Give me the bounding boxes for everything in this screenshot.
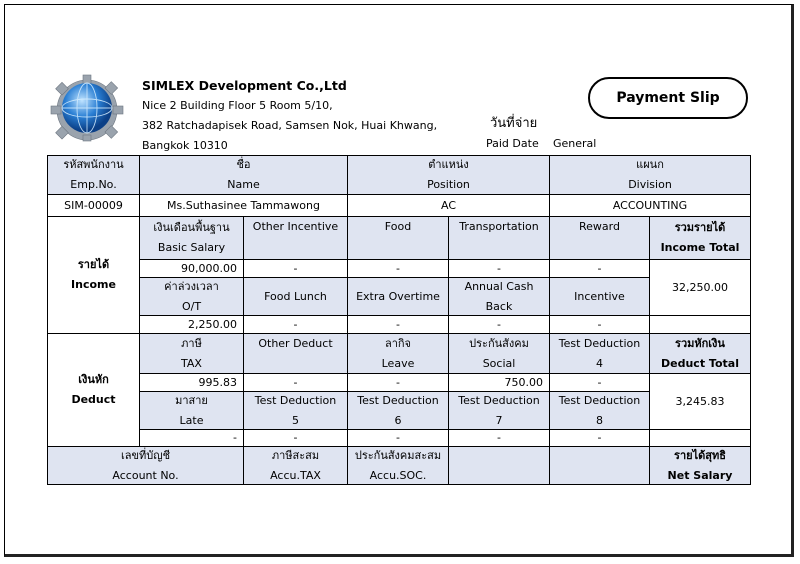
account-no-header xyxy=(47,447,244,485)
accu-tax-en: Accu.TAX xyxy=(270,468,321,482)
test-deduction-4-number: 4 xyxy=(596,356,603,370)
test-deduction-8-number: 8 xyxy=(596,413,603,427)
leave-header xyxy=(348,334,449,374)
extra-overtime-header xyxy=(348,278,449,316)
test-deduction-4-header xyxy=(550,334,650,374)
food-header xyxy=(348,217,449,260)
other-deduct-label: Other Deduct xyxy=(258,337,333,350)
other-deduct-value: - xyxy=(244,374,348,392)
account-no-th: เลขที่บัญชี xyxy=(120,448,171,462)
emp-no-value: SIM-00009 xyxy=(47,195,140,217)
annual-cash-label-2: Back xyxy=(485,299,513,313)
paid-date-label: Paid Date xyxy=(486,137,539,150)
deduct-label-th: เงินหัก xyxy=(78,373,109,386)
income-section-label xyxy=(47,217,140,334)
food-lunch-value: - xyxy=(244,316,348,334)
tax-value: 995.83 xyxy=(140,374,244,392)
deduct-section-label xyxy=(47,334,140,447)
deduct-total-th: รวมหักเงิน xyxy=(675,336,725,350)
basic-salary-en: Basic Salary xyxy=(157,241,226,254)
accu-soc-th: ประกันสังคมสะสม xyxy=(354,448,442,462)
incentive-header xyxy=(550,278,650,316)
paid-date-value: General xyxy=(553,137,597,150)
reward-header xyxy=(550,217,650,260)
income-total-th: รวมรายได้ xyxy=(674,221,726,234)
other-incentive-header xyxy=(244,217,348,260)
position-header-th: ตำแหน่ง xyxy=(428,158,469,171)
transportation-value: - xyxy=(449,260,550,278)
income-total-value: 32,250.00 xyxy=(650,260,751,316)
position-header xyxy=(348,155,550,195)
tax-header xyxy=(140,334,244,374)
basic-salary-header xyxy=(140,217,244,260)
company-name: SIMLEX Development Co.,Ltd xyxy=(142,78,347,93)
annual-cash-back-value: - xyxy=(449,316,550,334)
social-en: Social xyxy=(482,356,516,370)
leave-th: ลากิจ xyxy=(384,336,412,350)
test-deduction-6-value: - xyxy=(348,430,449,447)
tax-en: TAX xyxy=(181,356,202,370)
company-address-line-1: Nice 2 Building Floor 5 Room 5/10, xyxy=(142,99,333,112)
food-lunch-header xyxy=(244,278,348,316)
division-header-th: แผนก xyxy=(636,158,664,171)
social-th: ประกันสังคม xyxy=(469,336,529,350)
name-header-en: Name xyxy=(227,178,260,191)
division-header-en: Division xyxy=(628,178,672,191)
tax-th: ภาษี xyxy=(181,336,202,350)
account-no-en: Account No. xyxy=(112,468,179,482)
test-deduction-5-header xyxy=(244,392,348,430)
accu-tax-header xyxy=(244,447,348,485)
food-label: Food xyxy=(384,220,412,233)
late-header xyxy=(140,392,244,430)
social-value: 750.00 xyxy=(449,374,550,392)
test-deduction-8-header xyxy=(550,392,650,430)
test-deduction-8-label: Test Deduction xyxy=(558,393,641,407)
company-address-line-2: 382 Ratchadapisek Road, Samsen Nok, Huai Khwang, xyxy=(142,119,438,132)
test-deduction-6-number: 6 xyxy=(394,413,402,427)
net-salary-th: รายได้สุทธิ xyxy=(674,448,726,462)
test-deduction-6-label: Test Deduction xyxy=(357,393,439,407)
reward-label: Reward xyxy=(579,220,620,233)
food-lunch-label: Food Lunch xyxy=(264,289,327,303)
reward-value: - xyxy=(550,260,650,278)
company-address-line-3: Bangkok 10310 xyxy=(142,139,228,152)
net-salary-header xyxy=(650,447,751,485)
net-salary-en: Net Salary xyxy=(667,468,733,482)
test-deduction-7-label: Test Deduction xyxy=(458,393,540,407)
emp-no-header xyxy=(47,155,140,195)
late-th: มาสาย xyxy=(175,393,208,407)
test-deduction-7-header xyxy=(449,392,550,430)
basic-salary-value: 90,000.00 xyxy=(140,260,244,278)
test-deduction-4-label: Test Deduction xyxy=(558,336,641,350)
accu-soc-en: Accu.SOC. xyxy=(369,468,427,482)
other-incentive-label: Other Incentive xyxy=(252,220,339,233)
annual-cash-label-1: Annual Cash xyxy=(464,279,534,293)
extra-overtime-label: Extra Overtime xyxy=(356,289,440,303)
deduct-total-en: Deduct Total xyxy=(661,356,739,370)
other-incentive-value: - xyxy=(244,260,348,278)
test-deduction-8-value: - xyxy=(550,430,650,447)
test-deduction-7-value: - xyxy=(449,430,550,447)
deduct-label-en: Deduct xyxy=(71,393,116,406)
test-deduction-5-number: 5 xyxy=(292,413,299,427)
income-total-en: Income Total xyxy=(660,241,740,254)
income-total-spacer xyxy=(650,316,751,334)
accu-tax-th: ภาษีสะสม xyxy=(271,448,320,462)
payment-slip-title: Payment Slip xyxy=(588,77,748,119)
basic-salary-th: เงินเดือนพื้นฐาน xyxy=(153,221,230,234)
test-deduction-6-header xyxy=(348,392,449,430)
extra-overtime-value: - xyxy=(348,316,449,334)
employee-name-value: Ms.Suthasinee Tammawong xyxy=(140,195,348,217)
transportation-label: Transportation xyxy=(459,220,539,233)
income-total-header xyxy=(650,217,751,260)
accu-soc-header xyxy=(348,447,449,485)
incentive-value: - xyxy=(550,316,650,334)
deduct-total-spacer xyxy=(650,430,751,447)
leave-value: - xyxy=(348,374,449,392)
leave-en: Leave xyxy=(381,356,415,370)
test-deduction-4-value: - xyxy=(550,374,650,392)
test-deduction-7-number: 7 xyxy=(495,413,503,427)
ot-th: ค่าล่วงเวลา xyxy=(164,279,219,293)
deduct-total-header xyxy=(650,334,751,374)
position-header-en: Position xyxy=(427,178,470,191)
globe-gear-icon xyxy=(46,72,128,142)
food-value: - xyxy=(348,260,449,278)
other-deduct-header xyxy=(244,334,348,374)
late-value: - xyxy=(140,430,244,447)
ot-header xyxy=(140,278,244,316)
income-label-en: Income xyxy=(71,278,116,291)
ot-en: O/T xyxy=(181,299,202,313)
footer-blank-1 xyxy=(449,447,550,485)
position-value: AC xyxy=(348,195,550,217)
deduct-total-value: 3,245.83 xyxy=(650,374,751,430)
paid-date-thai-label: วันที่จ่าย xyxy=(490,116,538,131)
division-value: ACCOUNTING xyxy=(550,195,751,217)
emp-no-header-th: รหัสพนักงาน xyxy=(63,158,124,171)
name-header-th: ชื่อ xyxy=(236,158,251,171)
test-deduction-5-value: - xyxy=(244,430,348,447)
incentive-label: Incentive xyxy=(574,289,625,303)
company-info xyxy=(142,76,437,156)
social-header xyxy=(449,334,550,374)
annual-cash-back-header xyxy=(449,278,550,316)
ot-value: 2,250.00 xyxy=(140,316,244,334)
division-header xyxy=(550,155,751,195)
late-en: Late xyxy=(179,413,204,427)
emp-no-header-en: Emp.No. xyxy=(70,178,117,191)
income-label-th: รายได้ xyxy=(77,258,110,271)
footer-blank-2 xyxy=(550,447,650,485)
transportation-header xyxy=(449,217,550,260)
name-header xyxy=(140,155,348,195)
test-deduction-5-label: Test Deduction xyxy=(254,393,337,407)
